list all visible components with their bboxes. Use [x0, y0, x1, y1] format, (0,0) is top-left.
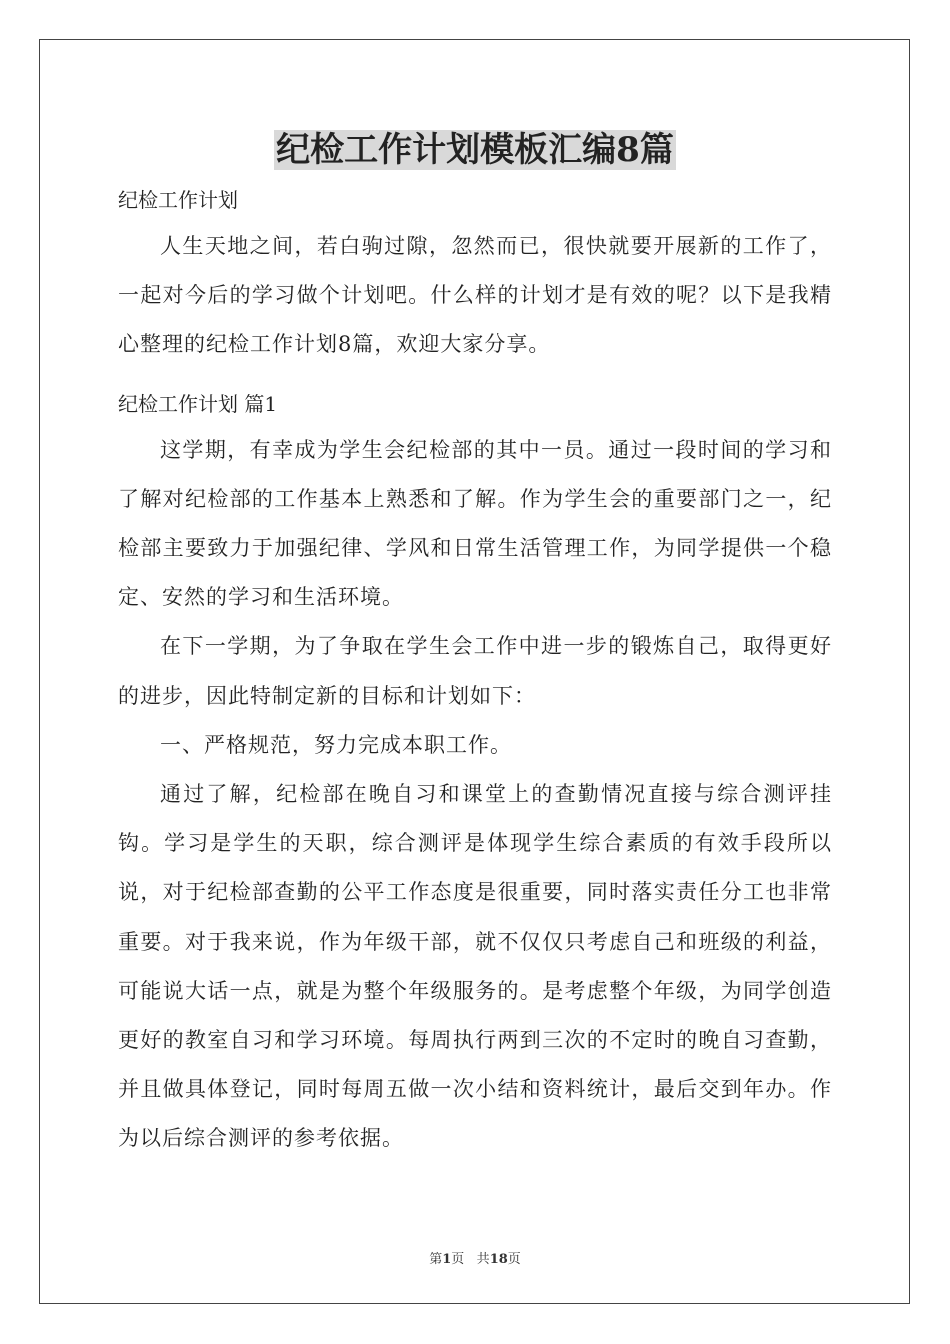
section-paragraph-3: 一、严格规范，努力完成本职工作。 [160, 732, 512, 757]
section-heading: 纪检工作计划 篇1 [118, 391, 278, 416]
section-paragraph-4: 通过了解，纪检部在晚自习和课堂上的查勤情况直接与综合测评挂钩。学习是学生的天职，综合测评是体现学生综合素质的有效手段所以说，对于纪检部查勤的公平工作态度是很重要，同时落实责任分工也非常重要。对于我来说，作为年级干部，就不仅仅只考虑自己和班级的利益，可能说大话一点，就是为整个年级服务的。是考虑整个年级，为同学创造更好的教室自习和学习环境。每周执行两到三次的不定时的晚自习查勤，并且做具体登记，同时每周五做一次小结和资料统计，最后交到年办。作为以后综合测评的参考依据。 [118, 782, 832, 1151]
intro-heading: 纪检工作计划 [118, 188, 238, 212]
page-suffix: 页 [451, 1252, 465, 1267]
page-total: 18 [489, 1252, 508, 1267]
document-body [118, 178, 832, 1164]
total-suffix: 页 [507, 1252, 521, 1267]
total-prefix: 共 [476, 1252, 490, 1267]
page-footer [0, 1248, 950, 1267]
document-title-text: 纪检工作计划模板汇编8篇 [276, 130, 674, 170]
page-current: 1 [442, 1252, 452, 1267]
section-paragraph-2: 在下一学期，为了争取在学生会工作中进一步的锻炼自己，取得更好的进步，因此特制定新的目标和计划如下： [118, 634, 832, 708]
intro-paragraph: 人生天地之间，若白驹过隙，忽然而已，很快就要开展新的工作了，一起对今后的学习做个计划吧。什么样的计划才是有效的呢？以下是我精心整理的纪检工作计划8篇，欢迎大家分享。 [118, 234, 832, 357]
page-prefix: 第 [429, 1252, 443, 1267]
document-title [0, 124, 950, 176]
section-paragraph-1: 这学期，有幸成为学生会纪检部的其中一员。通过一段时间的学习和了解对纪检部的工作基本上熟悉和了解。作为学生会的重要部门之一，纪检部主要致力于加强纪律、学风和日常生活管理工作，为同学提供一个稳定、安然的学习和生活环境。 [118, 437, 832, 610]
